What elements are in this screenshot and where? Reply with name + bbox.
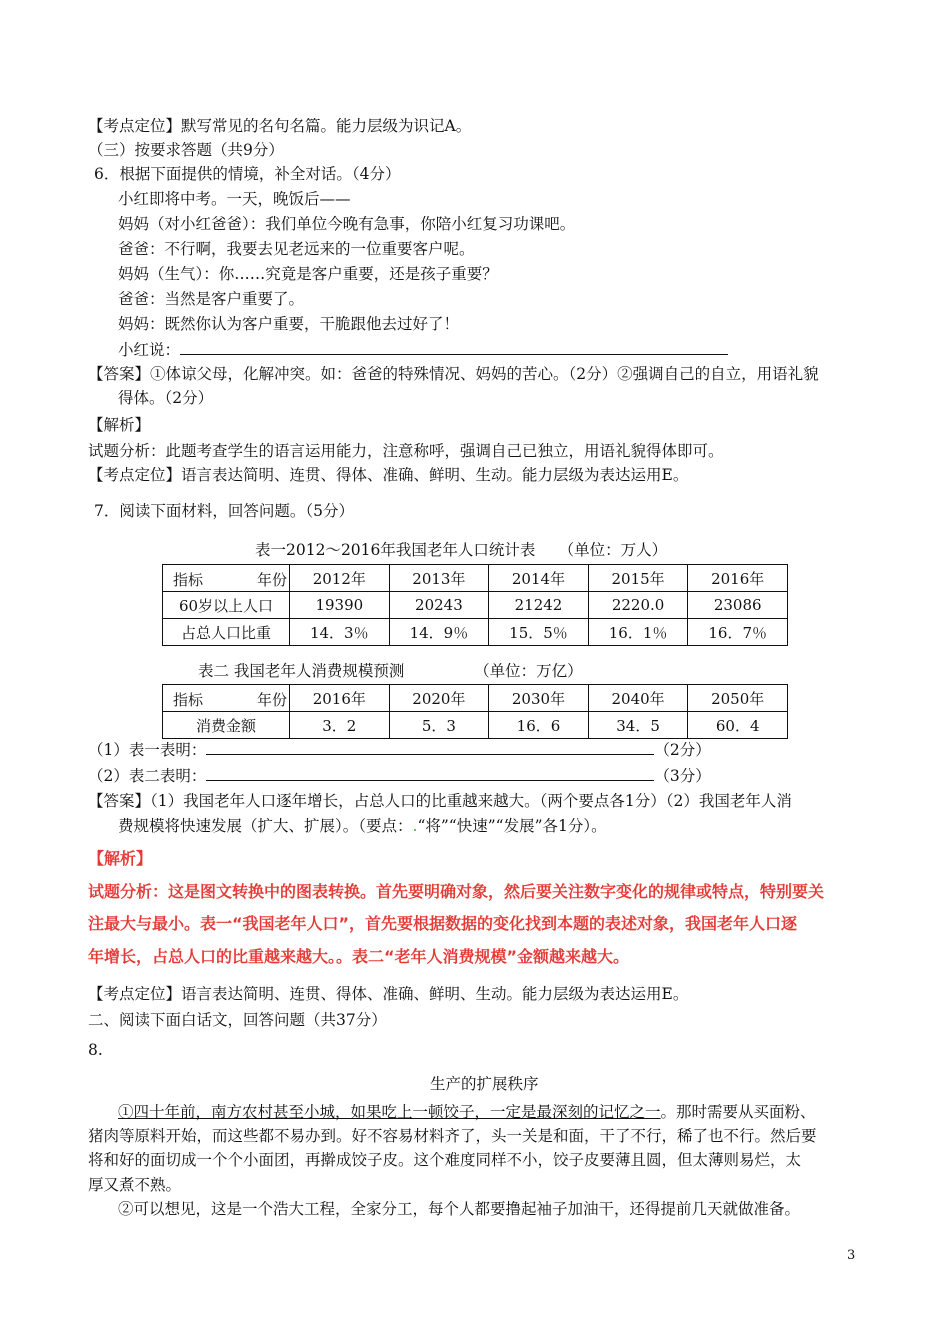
answer-blank: [180, 339, 728, 355]
fill-label: （1）表一表明：: [88, 741, 207, 759]
answer-blank: [206, 739, 654, 755]
header-year: 年份: [256, 571, 287, 589]
year-cell: 2014年: [489, 565, 589, 592]
paragraph-line: ②可以想见，这是一个浩大工程，全家分工，每个人都要撸起袖子加油干，还得提前几天就做准备。: [118, 1200, 801, 1218]
article-title: 生产的扩展秩序: [430, 1075, 539, 1093]
row-label: 消费金额: [163, 712, 290, 739]
mark-dot: .: [412, 817, 418, 835]
value-cell: 23086: [688, 592, 788, 619]
header-cell: [163, 565, 290, 592]
table1: [162, 564, 788, 646]
answer-line: [118, 816, 607, 836]
row-label: 60岁以上人口: [163, 592, 290, 619]
header-indicator: 指标: [173, 691, 204, 709]
value-cell: 16．1％: [588, 619, 688, 646]
table2: [162, 684, 788, 739]
table-header-row: [163, 685, 788, 712]
value-cell: 34．5: [588, 712, 688, 739]
year-cell: 2020年: [389, 685, 489, 712]
exam-point-line: 【考点定位】语言表达简明、连贯、得体、准确、鲜明、生动。能力层级为表达运用E。: [88, 985, 689, 1003]
analysis-heading: 【解析】: [88, 416, 151, 434]
value-cell: 14．9％: [389, 619, 489, 646]
paragraph-line: 厚又煮不熟。: [88, 1176, 182, 1194]
dialogue-line: 小红即将中考。一天，晚饭后——: [118, 190, 351, 208]
exam-point-line: 【考点定位】语言表达简明、连贯、得体、准确、鲜明、生动。能力层级为表达运用E。: [88, 466, 689, 484]
table-row: [163, 619, 788, 646]
section-heading: （三）按要求答题（共9分）: [88, 141, 284, 159]
value-cell: 14．3％: [290, 619, 390, 646]
paragraph-line: [118, 1102, 816, 1122]
answer-text: “将”“快速”“发展”各1分）。: [417, 817, 607, 835]
fill-label: （2）表二表明：: [88, 767, 207, 785]
question-8: 8.: [88, 1041, 103, 1059]
dialogue-line: 爸爸：当然是客户重要了。: [118, 290, 305, 308]
year-cell: 2015年: [588, 565, 688, 592]
year-cell: 2016年: [290, 685, 390, 712]
dialogue-line: 爸爸：不行啊，我要去见老远来的一位重要客户呢。: [118, 240, 475, 258]
paragraph-line: 将和好的面切成一个个小面团，再擀成饺子皮。这个难度同样不小，饺子皮要薄且圆，但太薄则易烂，太: [88, 1151, 802, 1169]
analysis-text: 年增长，占总人口的比重越来越大。。表二“老年人消费规模”金额越来越大。: [88, 947, 630, 966]
table1-title: 表一2012～2016年我国老年人口统计表 （单位：万人）: [255, 541, 668, 559]
page-number: 3: [847, 1248, 856, 1263]
value-cell: 21242: [489, 592, 589, 619]
analysis-heading: 【解析】: [88, 849, 153, 868]
value-cell: 19390: [290, 592, 390, 619]
year-cell: 2016年: [688, 565, 788, 592]
year-cell: 2040年: [588, 685, 688, 712]
question-7: 7．阅读下面材料，回答问题。（5分）: [94, 502, 354, 520]
value-cell: 2220.0: [588, 592, 688, 619]
fill-line-1: [88, 739, 711, 760]
header-cell: [163, 685, 290, 712]
year-cell: 2030年: [489, 685, 589, 712]
value-cell: 16．7％: [688, 619, 788, 646]
row-label: 占总人口比重: [163, 619, 290, 646]
header-indicator: 指标: [173, 571, 204, 589]
answer-line: 【答案】（1）我国老年人口逐年增长，占总人口的比重越来越大。（两个要点各1分）（2）我国老年人消: [88, 792, 792, 810]
answer-line: 得体。（2分）: [118, 389, 214, 407]
value-cell: 5．3: [389, 712, 489, 739]
year-cell: 2012年: [290, 565, 390, 592]
value-cell: 60．4: [688, 712, 788, 739]
fill-score: （3分）: [654, 767, 711, 785]
question-6: 6．根据下面提供的情境，补全对话。（4分）: [94, 165, 401, 183]
paragraph-line: 猪肉等原料开始，而这些都不易办到。好不容易材料齐了，头一关是和面，干了不行，稀了也不行。然后要: [88, 1127, 817, 1145]
table-header-row: [163, 565, 788, 592]
analysis-text: 试题分析：这是图文转换中的图表转换。首先要明确对象，然后要关注数字变化的规律或特点，特别要关: [88, 882, 825, 901]
paragraph-text: 。那时需要从买面粉、: [660, 1103, 816, 1121]
dialogue-answer-line: [118, 339, 728, 360]
exam-point-line: 【考点定位】默写常见的名句名篇。能力层级为识记A。: [88, 117, 472, 135]
underlined-sentence: ①四十年前，南方农村甚至小城，如果吃上一顿饺子，一定是最深刻的记忆之一: [118, 1103, 661, 1121]
fill-score: （2分）: [654, 741, 711, 759]
value-cell: 16．6: [489, 712, 589, 739]
answer-blank: [206, 765, 654, 781]
table-row: [163, 712, 788, 739]
value-cell: 3．2: [290, 712, 390, 739]
year-cell: 2050年: [688, 685, 788, 712]
fill-line-2: [88, 765, 711, 786]
analysis-text: 注最大与最小。表一“我国老年人口”，首先要根据数据的变化找到本题的表述对象，我国老年人口逐: [88, 914, 798, 933]
answer-line: 【答案】①体谅父母，化解冲突。如：爸爸的特殊情况、妈妈的苦心。（2分）②强调自己的自立，用语礼貌: [88, 365, 819, 383]
year-cell: 2013年: [389, 565, 489, 592]
dialogue-speaker: 小红说：: [118, 341, 181, 359]
header-year: 年份: [256, 691, 287, 709]
value-cell: 15．5％: [489, 619, 589, 646]
analysis-text: 试题分析：此题考查学生的语言运用能力，注意称呼，强调自己已独立，用语礼貌得体即可。: [88, 442, 724, 460]
dialogue-line: 妈妈（生气）：你……究竟是客户重要，还是孩子重要？: [118, 265, 498, 283]
value-cell: 20243: [389, 592, 489, 619]
table-row: [163, 592, 788, 619]
dialogue-line: 妈妈（对小红爸爸）：我们单位今晚有急事，你陪小红复习功课吧。: [118, 215, 576, 233]
section-heading: 二、阅读下面白话文，回答问题（共37分）: [88, 1011, 387, 1029]
answer-text: 费规模将快速发展（扩大、扩展）。（要点：: [118, 817, 413, 835]
dialogue-line: 妈妈：既然你认为客户重要，干脆跟他去过好了！: [118, 315, 460, 333]
table2-title: 表二 我国老年人消费规模预测 （单位：万亿）: [198, 662, 583, 680]
